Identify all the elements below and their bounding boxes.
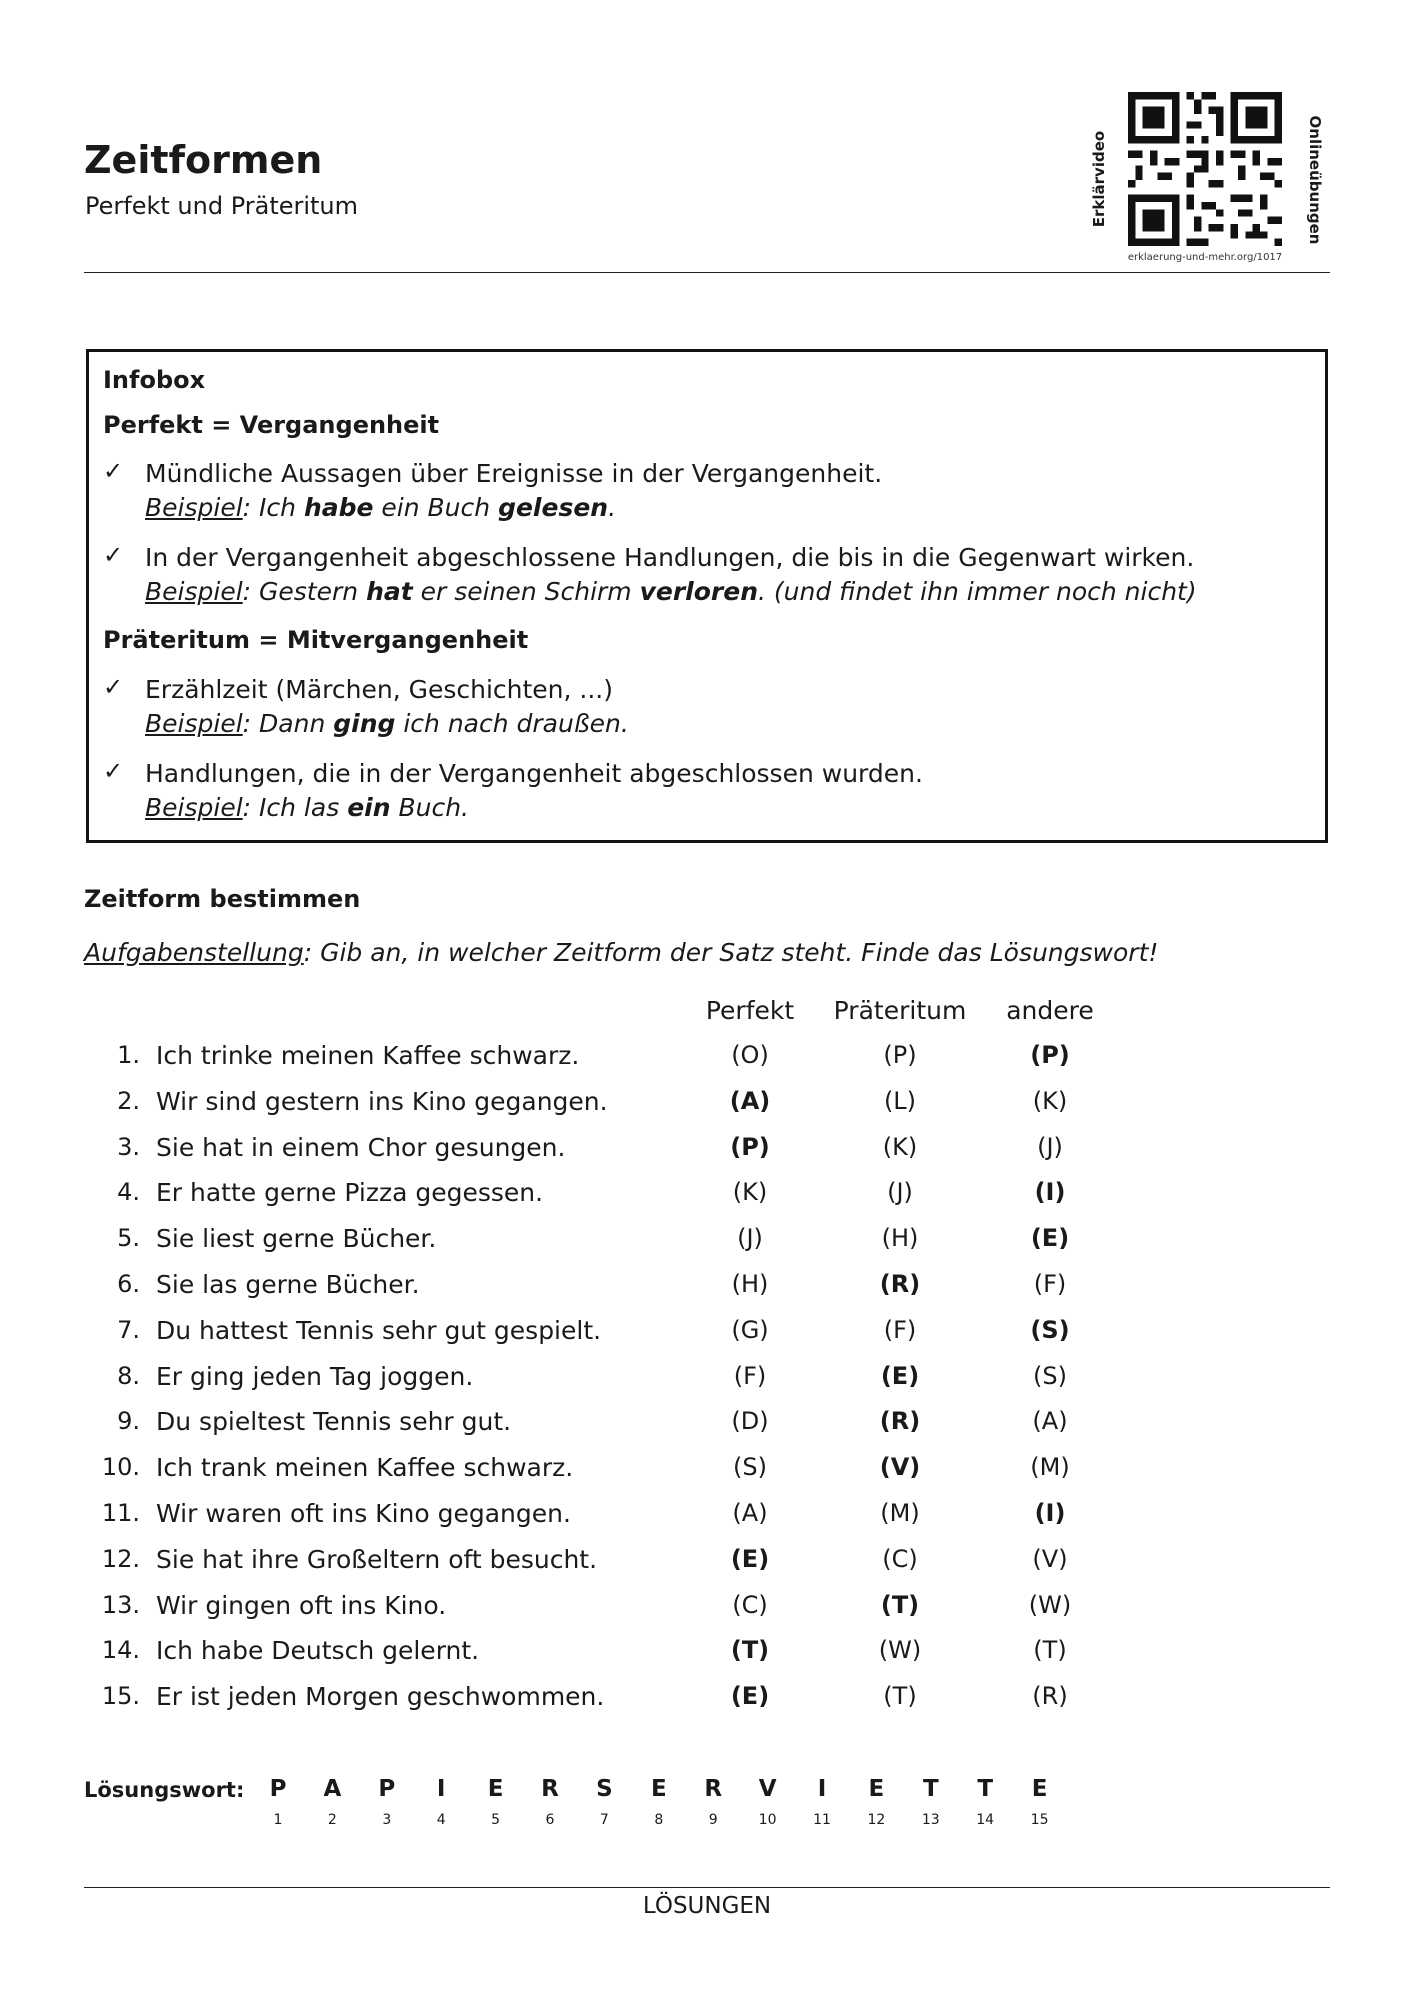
- exercise-sentence: Er hatte gerne Pizza gegessen.: [156, 1178, 544, 1208]
- exercise-option[interactable]: (C): [882, 1544, 918, 1573]
- solution-letter: E: [868, 1776, 885, 1802]
- infobox-heading: Infobox: [103, 366, 206, 394]
- exercise-sentence: Sie liest gerne Bücher.: [156, 1224, 437, 1254]
- solution-index: 10: [758, 1812, 777, 1828]
- solution-index: 2: [327, 1812, 337, 1828]
- solution-index: 1: [273, 1812, 283, 1828]
- solution-letter: S: [596, 1776, 613, 1802]
- qr-left-label: Erklärvideo: [1090, 130, 1108, 228]
- infobox: [86, 349, 1328, 843]
- example-label: Beispiel: [145, 493, 243, 522]
- exercise-option[interactable]: (F): [733, 1361, 767, 1390]
- solution-index: 5: [491, 1812, 501, 1828]
- exercise-number: 3.: [117, 1132, 140, 1161]
- exercise-option-selected[interactable]: (A): [729, 1086, 771, 1115]
- exercise-row: [0, 1453, 1414, 1499]
- exercise-option-selected[interactable]: (R): [879, 1270, 921, 1298]
- solution-index: 9: [708, 1812, 718, 1828]
- exercise-option[interactable]: (W): [1028, 1590, 1072, 1619]
- example-part: : Ich: [242, 493, 304, 522]
- task-instruction: [84, 938, 1158, 967]
- solution-index: 7: [599, 1812, 609, 1828]
- solution-letter: T: [922, 1776, 939, 1802]
- example-part: .: [608, 493, 617, 522]
- exercise-row: [0, 1682, 1414, 1728]
- exercise-option-selected[interactable]: (T): [730, 1636, 770, 1665]
- exercise-sentence: Sie las gerne Bücher.: [156, 1270, 420, 1299]
- solution-index: 6: [545, 1812, 555, 1828]
- example-part: ein Buch: [373, 493, 499, 522]
- exercise-row: [0, 1087, 1414, 1133]
- exercise-option[interactable]: (D): [731, 1407, 769, 1436]
- page-subtitle: Perfekt und Präteritum: [85, 192, 359, 220]
- example-part: : Gestern: [242, 577, 367, 606]
- exercise-number: 2.: [117, 1086, 140, 1115]
- exercise-option[interactable]: (M): [880, 1499, 920, 1527]
- exercise-number: 11.: [101, 1499, 140, 1527]
- exercise-option[interactable]: (A): [732, 1499, 768, 1527]
- example-part-bold: verloren: [639, 577, 759, 606]
- exercise-option[interactable]: (G): [731, 1315, 769, 1344]
- example-part-bold: ein: [347, 793, 391, 822]
- solution-index: 15: [1030, 1812, 1049, 1828]
- exercise-title: Zeitform bestimmen: [84, 885, 361, 913]
- exercise-sentence: Sie hat in einem Chor gesungen.: [156, 1132, 566, 1162]
- solution-index: 14: [976, 1812, 995, 1828]
- exercise-sentence: Du hattest Tennis sehr gut gespielt.: [156, 1315, 602, 1345]
- exercise-row: [0, 1178, 1414, 1224]
- example-part: Buch.: [390, 793, 469, 822]
- infobox-item: [145, 541, 1197, 609]
- example-part: . (und findet ihn immer noch nicht): [758, 577, 1197, 606]
- exercise-row: [0, 1224, 1414, 1270]
- example-part: : Dann: [242, 709, 334, 738]
- checkmark-icon: ✓: [103, 673, 124, 701]
- example-part-bold: habe: [303, 493, 374, 522]
- solution-letter: R: [704, 1776, 723, 1802]
- exercise-option[interactable]: (C): [732, 1590, 768, 1619]
- exercise-option-selected[interactable]: (V): [879, 1453, 921, 1482]
- checkmark-icon: ✓: [103, 757, 124, 785]
- infobox-item-example: [145, 791, 923, 825]
- exercise-number: 10.: [101, 1453, 140, 1482]
- exercise-option[interactable]: (R): [1032, 1682, 1068, 1711]
- solution-letter: T: [977, 1776, 994, 1802]
- solution-letter: A: [323, 1776, 342, 1802]
- exercise-sentence: Ich trinke meinen Kaffee schwarz.: [156, 1041, 580, 1070]
- exercise-option[interactable]: (J): [887, 1178, 913, 1207]
- exercise-number: 5.: [117, 1224, 140, 1253]
- footer-label: LÖSUNGEN: [642, 1893, 772, 1919]
- exercise-row: [0, 1499, 1414, 1545]
- solution-letter: P: [378, 1776, 396, 1802]
- exercise-number: 6.: [117, 1270, 140, 1298]
- exercise-number: 13.: [101, 1590, 140, 1619]
- solution-letter: V: [758, 1776, 777, 1802]
- exercise-option[interactable]: (V): [1032, 1544, 1068, 1573]
- column-header-andere: andere: [1006, 996, 1094, 1025]
- exercise-sentence: Ich trank meinen Kaffee schwarz.: [156, 1453, 574, 1483]
- exercise-option-selected[interactable]: (T): [880, 1590, 920, 1619]
- exercise-number: 12.: [101, 1544, 140, 1573]
- exercise-row: [0, 1133, 1414, 1179]
- exercise-option[interactable]: (L): [883, 1086, 917, 1115]
- exercise-option-selected[interactable]: (R): [879, 1407, 921, 1436]
- qr-right-label: Onlineübungen: [1306, 115, 1324, 245]
- solution-index: 13: [921, 1812, 940, 1828]
- exercise-option-selected[interactable]: (P): [1030, 1041, 1070, 1069]
- exercise-option-selected[interactable]: (I): [1034, 1499, 1066, 1527]
- exercise-number: 1.: [117, 1041, 140, 1069]
- exercise-number: 8.: [117, 1361, 140, 1390]
- exercise-option-selected[interactable]: (P): [730, 1132, 770, 1161]
- exercise-option[interactable]: (P): [883, 1041, 917, 1069]
- solution-letter: E: [487, 1776, 504, 1802]
- exercise-sentence: Wir gingen oft ins Kino.: [156, 1590, 447, 1620]
- checkmark-icon: ✓: [103, 541, 124, 569]
- infobox-section-title-praeteritum: Präteritum = Mitvergangenheit: [103, 626, 529, 654]
- header-divider: [84, 272, 1330, 273]
- example-label: Beispiel: [145, 709, 243, 738]
- solution-label: Lösungswort:: [84, 1778, 245, 1802]
- checkmark-icon: ✓: [103, 457, 124, 485]
- solution-index: 3: [382, 1812, 392, 1828]
- infobox-item: [145, 457, 882, 525]
- exercise-option[interactable]: (F): [883, 1315, 917, 1344]
- exercise-option[interactable]: (H): [731, 1270, 769, 1298]
- exercise-row: [0, 1316, 1414, 1362]
- example-part-bold: gelesen: [498, 493, 609, 522]
- exercise-option[interactable]: (K): [882, 1132, 918, 1161]
- exercise-sentence: Wir waren oft ins Kino gegangen.: [156, 1499, 571, 1528]
- exercise-sentence: Wir sind gestern ins Kino gegangen.: [156, 1086, 608, 1116]
- solution-index: 12: [867, 1812, 886, 1828]
- exercise-option-selected[interactable]: (E): [1030, 1224, 1070, 1253]
- task-label: Aufgabenstellung: [84, 938, 304, 967]
- solution-letter: R: [541, 1776, 559, 1802]
- column-header-praeteritum: Präteritum: [833, 996, 967, 1025]
- solution-index: 11: [813, 1812, 831, 1828]
- exercise-option[interactable]: (O): [731, 1041, 769, 1069]
- column-header-perfekt: Perfekt: [705, 996, 795, 1025]
- task-text: : Gib an, in welcher Zeitform der Satz steht. Finde das Lösungswort!: [303, 938, 1159, 967]
- exercise-option-selected[interactable]: (E): [730, 1544, 770, 1573]
- exercise-option[interactable]: (T): [883, 1682, 917, 1711]
- example-part: er seinen Schirm: [412, 577, 640, 606]
- example-part: : Ich las: [242, 793, 348, 822]
- exercise-option[interactable]: (J): [1037, 1132, 1063, 1161]
- exercise-number: 4.: [117, 1178, 140, 1207]
- infobox-item-text: In der Vergangenheit abgeschlossene Handlungen, die bis in die Gegenwart wirken.: [145, 543, 1195, 572]
- exercise-sentence: Er ist jeden Morgen geschwommen.: [156, 1682, 605, 1712]
- exercise-option-selected[interactable]: (I): [1034, 1178, 1066, 1207]
- exercise-sentence: Ich habe Deutsch gelernt.: [156, 1636, 480, 1666]
- solution-letter: P: [269, 1776, 287, 1802]
- exercise-option[interactable]: (S): [733, 1453, 767, 1482]
- infobox-item-example: [145, 575, 1197, 609]
- exercise-sentence: Sie hat ihre Großeltern oft besucht.: [156, 1544, 598, 1574]
- exercise-row: [0, 1362, 1414, 1408]
- solution-letter: E: [650, 1776, 667, 1802]
- exercise-row: [0, 1270, 1414, 1316]
- exercise-option-selected[interactable]: (S): [1030, 1315, 1070, 1344]
- exercise-row: [0, 1636, 1414, 1682]
- solution-letter: E: [1031, 1776, 1048, 1802]
- footer-divider: [84, 1887, 1330, 1888]
- infobox-item: [145, 757, 923, 825]
- exercise-option[interactable]: (F): [1033, 1270, 1067, 1298]
- example-label: Beispiel: [145, 793, 243, 822]
- exercise-row: [0, 1407, 1414, 1453]
- page-title: Zeitformen: [84, 138, 323, 182]
- exercise-number: 7.: [117, 1315, 140, 1344]
- exercise-number: 9.: [117, 1407, 140, 1436]
- exercise-option[interactable]: (A): [1032, 1407, 1068, 1436]
- exercise-sentence: Du spieltest Tennis sehr gut.: [156, 1407, 512, 1437]
- example-part-bold: hat: [366, 577, 413, 606]
- infobox-section-title-perfekt: Perfekt = Vergangenheit: [103, 411, 440, 439]
- exercise-option-selected[interactable]: (E): [730, 1682, 770, 1711]
- infobox-item-example: [145, 491, 882, 525]
- qr-url[interactable]: erklaerung-und-mehr.org/1017: [1127, 252, 1283, 263]
- qr-code-icon[interactable]: [1128, 92, 1282, 246]
- exercise-option[interactable]: (K): [1032, 1086, 1068, 1115]
- solution-letter: I: [817, 1776, 827, 1802]
- exercise-option[interactable]: (H): [881, 1224, 919, 1253]
- exercise-option[interactable]: (K): [732, 1178, 768, 1207]
- infobox-item-text: Handlungen, die in der Vergangenheit abgeschlossen wurden.: [145, 759, 923, 788]
- solution-index: 8: [654, 1812, 664, 1828]
- example-part: ich nach draußen.: [395, 709, 629, 738]
- exercise-row: [0, 1545, 1414, 1591]
- exercise-number: 14.: [101, 1636, 140, 1665]
- exercise-option[interactable]: (T): [1033, 1636, 1067, 1665]
- exercise-row: [0, 1591, 1414, 1637]
- infobox-item-text: Mündliche Aussagen über Ereignisse in der Vergangenheit.: [145, 459, 883, 488]
- solution-index: 4: [436, 1812, 446, 1828]
- exercise-option-selected[interactable]: (E): [880, 1361, 920, 1390]
- infobox-item: [145, 673, 629, 741]
- example-part-bold: ging: [333, 709, 396, 738]
- exercise-option[interactable]: (M): [1030, 1453, 1070, 1482]
- exercise-option[interactable]: (J): [737, 1224, 763, 1253]
- exercise-option[interactable]: (W): [878, 1636, 922, 1665]
- exercise-number: 15.: [101, 1682, 140, 1711]
- solution-letter: I: [436, 1776, 446, 1802]
- infobox-item-example: [145, 707, 629, 741]
- exercise-sentence: Er ging jeden Tag joggen.: [156, 1361, 474, 1391]
- exercise-option[interactable]: (S): [1033, 1361, 1067, 1390]
- example-label: Beispiel: [145, 577, 243, 606]
- exercise-row: [0, 1041, 1414, 1087]
- infobox-item-text: Erzählzeit (Märchen, Geschichten, ...): [145, 675, 614, 704]
